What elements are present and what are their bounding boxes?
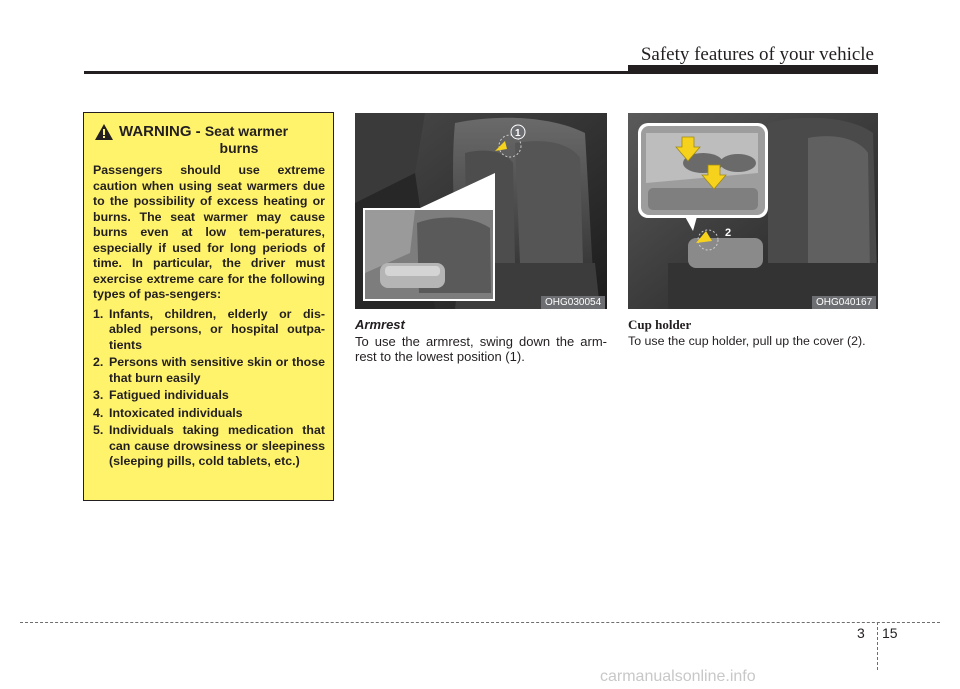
warning-box	[83, 112, 334, 501]
list-item: 2. Persons with sensitive skin or those that burn easily	[93, 355, 325, 385]
armrest-figure-code: OHG030054	[541, 296, 605, 309]
cupholder-text: To use the cup holder, pull up the cover (2).	[628, 334, 866, 348]
footer-divider	[877, 622, 878, 670]
list-item: 5. Individuals taking medication that can cause drowsiness or sleepiness (sleeping pills, cold tablets, etc.)	[93, 423, 325, 468]
warning-title-sub2: burns	[219, 140, 259, 156]
armrest-text: To use the armrest, swing down the arm-rest to the lowest position (1).	[355, 334, 607, 364]
warning-intro: Passengers should use extreme caution when using seat warmers due to the possibility of excess heating or burns. The seat warmer may cause burns even at low tem-peratures, especially if used for long periods of time. In particular, the driver must exercise extreme care for the following types of pas-sengers:	[93, 163, 325, 301]
header-title: Safety features of your vehicle	[640, 44, 874, 65]
warning-title: WARNING - Seat warmer	[119, 123, 289, 140]
warning-triangle-icon	[95, 124, 113, 140]
page-number: 15	[882, 625, 898, 641]
cupholder-callout: 2	[725, 227, 732, 239]
list-item: 1. Infants, children, elderly or dis-abled persons, or hospital outpa-tients	[93, 306, 325, 352]
list-item: 3. Fatigued individuals	[93, 388, 229, 402]
watermark: carmanualsonline.info	[600, 668, 756, 685]
cupholder-illustration	[628, 113, 878, 309]
list-item: 4. Intoxicated individuals	[93, 405, 243, 420]
armrest-heading: Armrest	[355, 317, 405, 332]
cupholder-figure-code: OHG040167	[812, 296, 876, 309]
warning-heading	[95, 123, 325, 140]
header-rule	[84, 71, 878, 74]
armrest-callout: 1	[515, 128, 521, 139]
cupholder-heading: Cup holder	[628, 317, 692, 332]
armrest-illustration	[355, 113, 607, 309]
footer-rule	[20, 622, 940, 623]
warning-title-sub: Seat warmer	[204, 123, 289, 139]
cupholder-figure	[628, 113, 878, 309]
warning-list	[93, 307, 325, 470]
chapter-number: 3	[857, 625, 865, 641]
armrest-figure	[355, 113, 607, 309]
